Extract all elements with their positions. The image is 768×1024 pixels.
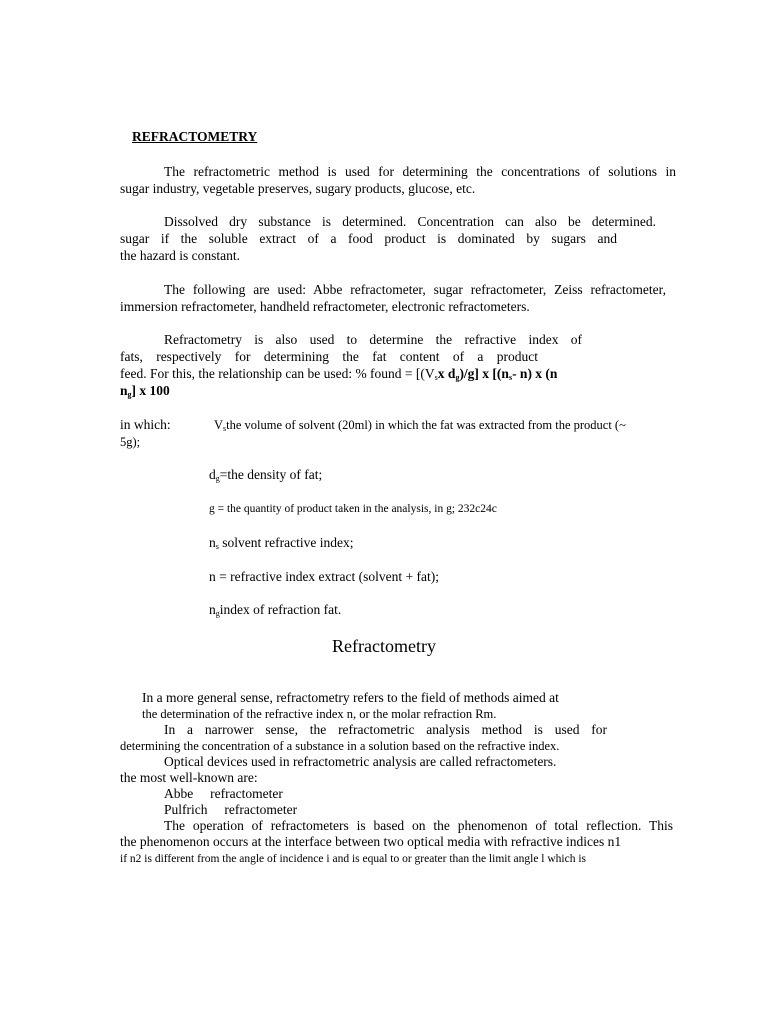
paragraph-4-line-1: Refractometry is also used to determine the refractive index of bbox=[164, 332, 582, 347]
definition-ng bbox=[209, 602, 341, 618]
paragraph-2-line-2: sugar if the soluble extract of a food product is dominated by sugars and bbox=[120, 231, 617, 246]
section-2-line-6: the most well-known are: bbox=[120, 770, 258, 785]
formula-subscript: g bbox=[455, 373, 460, 382]
paragraph-1-line-2: sugar industry, vegetable preserves, sugary products, glucose, etc. bbox=[120, 181, 476, 196]
formula-text: )/g] x [(n bbox=[459, 366, 509, 381]
symbol: n bbox=[209, 602, 216, 617]
section-2-line-9: The operation of refractometers is based on the phenomenon of total reflection. This bbox=[164, 818, 673, 833]
symbol: V bbox=[214, 418, 224, 432]
section-heading: Refractometry bbox=[332, 636, 436, 656]
section-2-line-5: Optical devices used in refractometric analysis are called refractometers. bbox=[164, 754, 557, 769]
definition-ns bbox=[209, 535, 353, 551]
formula-text: feed. For this, the relationship can be used: % found = [(V bbox=[120, 366, 435, 381]
symbol-subscript: s bbox=[223, 424, 227, 433]
page-title: REFRACTOMETRY bbox=[132, 129, 258, 144]
definition-n: n = refractive index extract (solvent + fat); bbox=[209, 569, 440, 584]
paragraph-3-line-2: immersion refractometer, handheld refractometer, electronic refractometers. bbox=[120, 299, 530, 314]
paragraph-2-line-3: the hazard is constant. bbox=[120, 248, 240, 263]
paragraph-1-line-1: The refractometric method is used for determining the concentrations of solutions in bbox=[164, 164, 676, 179]
section-2-list-item-abbe: Abbe refractometer bbox=[164, 786, 283, 801]
definition-text: index of refraction fat. bbox=[219, 602, 342, 617]
formula-line-2 bbox=[120, 383, 170, 399]
definition-g: g = the quantity of product taken in the analysis, in g; 232c24c bbox=[209, 503, 497, 515]
definitions-lead: in which: bbox=[120, 417, 171, 432]
definition-text: solvent refractive index; bbox=[218, 535, 354, 550]
formula-subscript: s bbox=[434, 373, 438, 382]
section-2-line-1: In a more general sense, refractometry refers to the field of methods aimed at bbox=[142, 690, 559, 705]
formula-text: - n) x (n bbox=[512, 366, 558, 381]
symbol-subscript: g bbox=[215, 609, 220, 618]
section-2-line-10: the phenomenon occurs at the interface between two optical media with refractive indices n1 bbox=[120, 834, 622, 849]
formula-subscript: s bbox=[508, 373, 513, 382]
symbol-subscript: g bbox=[215, 474, 220, 483]
definition-text: the volume of solvent (20ml) in which the fat was extracted from the product (~ bbox=[226, 418, 626, 432]
formula-line-1 bbox=[120, 366, 557, 382]
formula-subscript: g bbox=[127, 390, 132, 399]
formula-text: ] x 100 bbox=[131, 383, 170, 398]
paragraph-3-line-1: The following are used: Abbe refractometer, sugar refractometer, Zeiss refractometer, bbox=[164, 282, 666, 297]
symbol: n bbox=[209, 535, 216, 550]
formula-text: n bbox=[120, 383, 128, 398]
section-2-line-3: In a narrower sense, the refractometric analysis method is used for bbox=[164, 722, 607, 737]
definition-d bbox=[209, 467, 322, 483]
paragraph-4-line-2: fats, respectively for determining the fat content of a product bbox=[120, 349, 538, 364]
formula-text: x d bbox=[437, 366, 456, 381]
symbol-subscript: s bbox=[215, 542, 219, 551]
section-2-line-11: if n2 is different from the angle of incidence i and is equal to or greater than the limit angle l which is bbox=[120, 853, 587, 865]
definition-v bbox=[214, 417, 626, 433]
section-2-line-4: determining the concentration of a substance in a solution based on the refractive index. bbox=[120, 739, 560, 753]
section-2-line-2: the determination of the refractive index n, or the molar refraction Rm. bbox=[142, 707, 497, 721]
symbol: d bbox=[209, 467, 216, 482]
section-2-list-item-pulfrich: Pulfrich refractometer bbox=[164, 802, 298, 817]
definition-text: =the density of fat; bbox=[219, 467, 323, 482]
paragraph-2-line-1: Dissolved dry substance is determined. Concentration can also be determined. bbox=[164, 214, 656, 229]
definition-v-continued: 5g); bbox=[120, 435, 141, 449]
